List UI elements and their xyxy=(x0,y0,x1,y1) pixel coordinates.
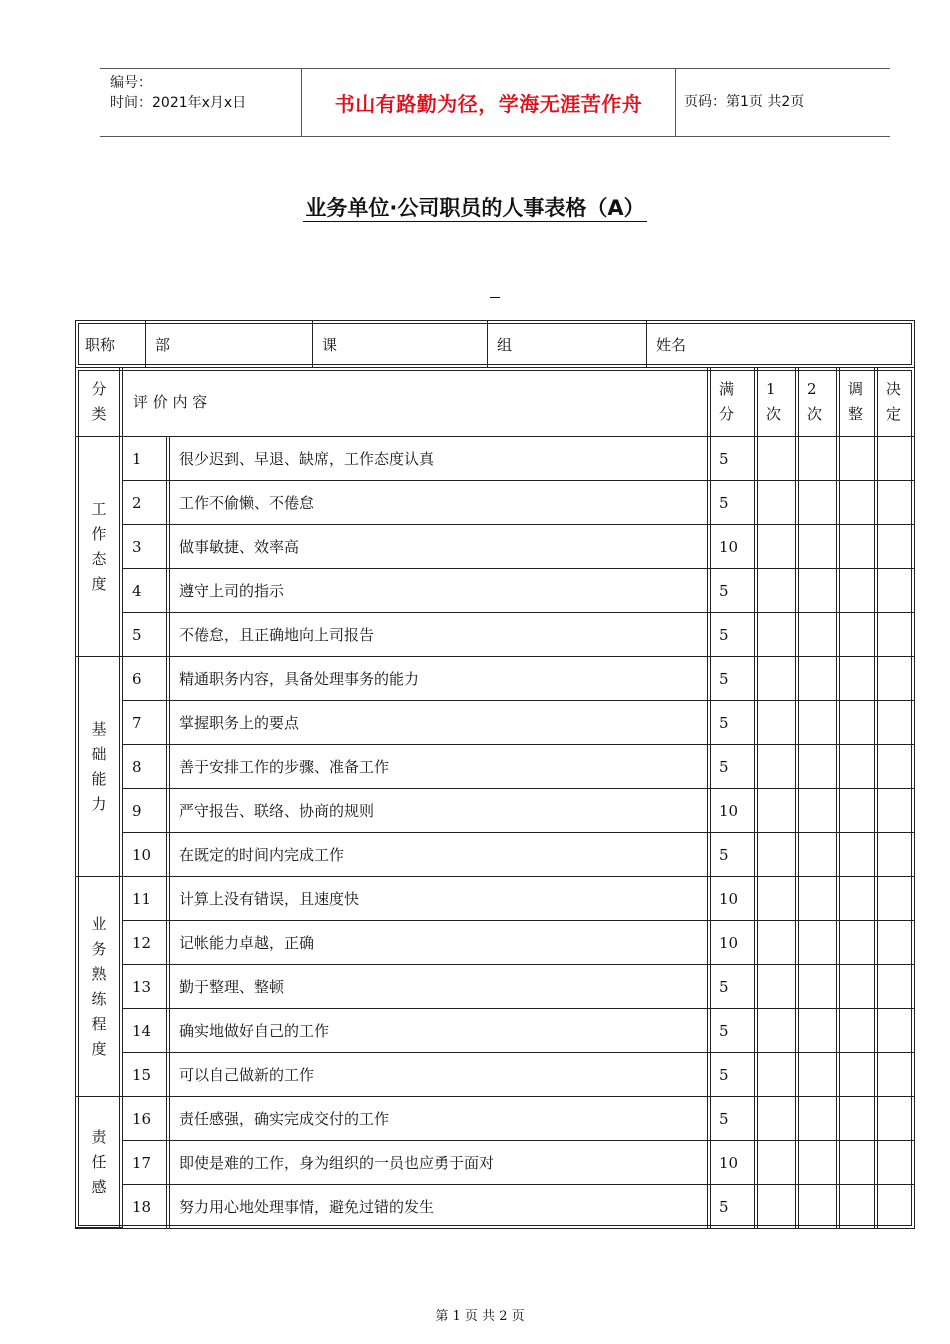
item-full-score: 10 xyxy=(711,921,758,965)
score-cell-second[interactable] xyxy=(799,965,840,1009)
table-row xyxy=(76,877,914,921)
item-number: 7 xyxy=(123,701,170,745)
info-cell-group[interactable]: 组 xyxy=(488,321,647,367)
score-cell-second[interactable] xyxy=(799,1097,840,1141)
item-number: 16 xyxy=(123,1097,170,1141)
score-cell-second[interactable] xyxy=(799,789,840,833)
item-number: 9 xyxy=(123,789,170,833)
vertical-label: 业 务 熟 练 程 度 xyxy=(91,914,107,1058)
item-full-score: 10 xyxy=(711,789,758,833)
table-row xyxy=(76,525,914,569)
table-row xyxy=(76,745,914,789)
item-number: 11 xyxy=(123,877,170,921)
score-cell-adjust[interactable] xyxy=(840,1185,878,1228)
score-cell-second[interactable] xyxy=(799,1009,840,1053)
item-full-score: 5 xyxy=(711,965,758,1009)
score-cell-adjust[interactable] xyxy=(840,481,878,525)
header-category xyxy=(76,368,123,437)
score-cell-first[interactable] xyxy=(758,965,799,1009)
item-full-score: 5 xyxy=(711,613,758,657)
score-cell-adjust[interactable] xyxy=(840,965,878,1009)
score-cell-adjust[interactable] xyxy=(840,921,878,965)
item-text: 善于安排工作的步骤、准备工作 xyxy=(170,745,711,789)
score-cell-adjust[interactable] xyxy=(840,613,878,657)
code-label: 编号： xyxy=(110,75,152,91)
score-cell-first[interactable] xyxy=(758,833,799,877)
item-full-score: 5 xyxy=(711,833,758,877)
score-cell-decide[interactable] xyxy=(878,833,914,877)
item-number: 2 xyxy=(123,481,170,525)
score-cell-first[interactable] xyxy=(758,613,799,657)
info-row xyxy=(76,321,914,367)
item-text: 勤于整理、整顿 xyxy=(170,965,711,1009)
header-motto: 书山有路勤为径，学海无涯苦作舟 xyxy=(334,92,643,116)
score-cell-first[interactable] xyxy=(758,921,799,965)
item-text: 做事敏捷、效率高 xyxy=(170,525,711,569)
item-full-score: 5 xyxy=(711,437,758,481)
score-cell-second[interactable] xyxy=(799,1185,840,1228)
item-full-score: 5 xyxy=(711,1097,758,1141)
item-text: 严守报告、联络、协商的规则 xyxy=(170,789,711,833)
score-cell-second[interactable] xyxy=(799,525,840,569)
score-cell-adjust[interactable] xyxy=(840,833,878,877)
item-full-score: 10 xyxy=(711,1141,758,1185)
item-text: 不倦怠，且正确地向上司报告 xyxy=(170,613,711,657)
score-cell-adjust[interactable] xyxy=(840,789,878,833)
item-number: 17 xyxy=(123,1141,170,1185)
header-adjust xyxy=(840,368,878,437)
score-cell-first[interactable] xyxy=(758,745,799,789)
table-row xyxy=(76,437,914,481)
item-number: 6 xyxy=(123,657,170,701)
score-cell-first[interactable] xyxy=(758,789,799,833)
score-cell-second[interactable] xyxy=(799,1053,840,1097)
item-number: 3 xyxy=(123,525,170,569)
table-row xyxy=(76,833,914,877)
score-cell-first[interactable] xyxy=(758,1009,799,1053)
table-row xyxy=(76,1097,914,1141)
vertical-label: 基 础 能 力 xyxy=(91,719,107,813)
header-first xyxy=(758,368,799,437)
score-cell-adjust[interactable] xyxy=(840,1141,878,1185)
score-cell-first[interactable] xyxy=(758,1053,799,1097)
item-full-score: 5 xyxy=(711,657,758,701)
score-cell-second[interactable] xyxy=(799,613,840,657)
document-header xyxy=(100,68,890,137)
score-cell-second[interactable] xyxy=(799,745,840,789)
category-cell xyxy=(76,877,123,1097)
item-text: 可以自己做新的工作 xyxy=(170,1053,711,1097)
score-cell-first[interactable] xyxy=(758,657,799,701)
header-full-score xyxy=(711,368,758,437)
score-cell-decide[interactable] xyxy=(878,965,914,1009)
vertical-label: 2 次 xyxy=(807,380,823,423)
item-text: 责任感强，确实完成交付的工作 xyxy=(170,1097,711,1141)
item-full-score: 5 xyxy=(711,1053,758,1097)
score-cell-first[interactable] xyxy=(758,437,799,481)
table-row xyxy=(76,789,914,833)
vertical-label: 责 任 感 xyxy=(91,1127,107,1196)
score-cell-decide[interactable] xyxy=(878,789,914,833)
score-cell-adjust[interactable] xyxy=(840,569,878,613)
score-cell-second[interactable] xyxy=(799,701,840,745)
score-cell-second[interactable] xyxy=(799,657,840,701)
category-cell xyxy=(76,1097,123,1228)
score-cell-first[interactable] xyxy=(758,481,799,525)
score-cell-decide[interactable] xyxy=(878,569,914,613)
table-row xyxy=(76,613,914,657)
item-full-score: 10 xyxy=(711,525,758,569)
header-meta xyxy=(110,73,246,113)
item-full-score: 5 xyxy=(711,1185,758,1228)
item-text: 掌握职务上的要点 xyxy=(170,701,711,745)
score-cell-decide[interactable] xyxy=(878,613,914,657)
item-number: 13 xyxy=(123,965,170,1009)
item-full-score: 5 xyxy=(711,481,758,525)
item-text: 很少迟到、早退、缺席，工作态度认真 xyxy=(170,437,711,481)
score-cell-decide[interactable] xyxy=(878,1185,914,1228)
score-cell-second[interactable] xyxy=(799,921,840,965)
vertical-label: 工 作 态 度 xyxy=(91,499,107,593)
score-cell-adjust[interactable] xyxy=(840,657,878,701)
table-row xyxy=(76,1185,914,1228)
score-cell-first[interactable] xyxy=(758,1185,799,1228)
table-row xyxy=(76,657,914,701)
score-cell-second[interactable] xyxy=(799,481,840,525)
vertical-label: 决 定 xyxy=(886,380,902,423)
score-cell-first[interactable] xyxy=(758,569,799,613)
item-number: 5 xyxy=(123,613,170,657)
category-cell xyxy=(76,437,123,657)
header-content: 评 价 内 容 xyxy=(123,368,711,437)
item-full-score: 5 xyxy=(711,569,758,613)
score-cell-decide[interactable] xyxy=(878,1009,914,1053)
score-cell-adjust[interactable] xyxy=(840,1097,878,1141)
score-cell-first[interactable] xyxy=(758,1097,799,1141)
evaluation-table xyxy=(75,367,915,1229)
header-second xyxy=(799,368,840,437)
score-cell-decide[interactable] xyxy=(878,877,914,921)
item-number: 14 xyxy=(123,1009,170,1053)
table-row xyxy=(76,965,914,1009)
score-cell-adjust[interactable] xyxy=(840,525,878,569)
item-number: 4 xyxy=(123,569,170,613)
item-text: 工作不偷懒、不倦怠 xyxy=(170,481,711,525)
item-text: 记帐能力卓越，正确 xyxy=(170,921,711,965)
item-full-score: 5 xyxy=(711,1009,758,1053)
table-row xyxy=(76,1053,914,1097)
score-cell-adjust[interactable] xyxy=(840,877,878,921)
score-cell-second[interactable] xyxy=(799,437,840,481)
score-cell-second[interactable] xyxy=(799,877,840,921)
score-cell-adjust[interactable] xyxy=(840,1053,878,1097)
score-cell-decide[interactable] xyxy=(878,525,914,569)
item-text: 计算上没有错误，且速度快 xyxy=(170,877,711,921)
item-number: 8 xyxy=(123,745,170,789)
score-cell-adjust[interactable] xyxy=(840,1009,878,1053)
divider-dash xyxy=(490,297,500,298)
score-cell-first[interactable] xyxy=(758,1141,799,1185)
table-row xyxy=(76,569,914,613)
vertical-label: 1 次 xyxy=(766,380,782,423)
score-cell-decide[interactable] xyxy=(878,701,914,745)
time-label: 时间：2021年x月x日 xyxy=(110,95,247,111)
item-number: 15 xyxy=(123,1053,170,1097)
score-cell-decide[interactable] xyxy=(878,657,914,701)
item-text: 努力用心地处理事情，避免过错的发生 xyxy=(170,1185,711,1228)
item-number: 10 xyxy=(123,833,170,877)
table-row xyxy=(76,481,914,525)
info-cell-section[interactable]: 课 xyxy=(313,321,488,367)
score-cell-decide[interactable] xyxy=(878,745,914,789)
score-cell-adjust[interactable] xyxy=(840,437,878,481)
vertical-label: 调 整 xyxy=(848,380,864,423)
score-cell-decide[interactable] xyxy=(878,1097,914,1141)
header-page-info: 页码：第1页 共2页 xyxy=(684,94,805,110)
score-cell-decide[interactable] xyxy=(878,481,914,525)
score-cell-decide[interactable] xyxy=(878,437,914,481)
header-decide xyxy=(878,368,914,437)
table-row xyxy=(76,1141,914,1185)
item-text: 即使是难的工作，身为组织的一员也应勇于面对 xyxy=(170,1141,711,1185)
score-cell-decide[interactable] xyxy=(878,921,914,965)
table-row xyxy=(76,701,914,745)
item-full-score: 5 xyxy=(711,745,758,789)
info-cell-name[interactable]: 姓名 xyxy=(656,335,687,354)
table-row xyxy=(76,1009,914,1053)
info-cell-department[interactable]: 部 xyxy=(146,321,313,367)
header-divider xyxy=(675,69,676,136)
score-cell-first[interactable] xyxy=(758,701,799,745)
page-footer: 第 1 页 共 2 页 xyxy=(435,1309,525,1324)
score-cell-second[interactable] xyxy=(799,569,840,613)
form-title xyxy=(0,192,950,222)
item-text: 精通职务内容，具备处理事务的能力 xyxy=(170,657,711,701)
info-table xyxy=(75,320,915,368)
score-cell-decide[interactable] xyxy=(878,1141,914,1185)
item-number: 12 xyxy=(123,921,170,965)
item-text: 确实地做好自己的工作 xyxy=(170,1009,711,1053)
score-cell-second[interactable] xyxy=(799,833,840,877)
item-number: 18 xyxy=(123,1185,170,1228)
item-full-score: 5 xyxy=(711,701,758,745)
info-cell-title[interactable]: 职称 xyxy=(76,321,146,367)
score-cell-second[interactable] xyxy=(799,1141,840,1185)
vertical-label: 满 分 xyxy=(719,380,735,423)
form-title-text: 业务单位·公司职员的人事表格（A） xyxy=(305,196,645,220)
score-cell-first[interactable] xyxy=(758,877,799,921)
category-cell xyxy=(76,657,123,877)
table-header-row xyxy=(76,368,914,437)
score-cell-first[interactable] xyxy=(758,525,799,569)
item-full-score: 10 xyxy=(711,877,758,921)
table-row xyxy=(76,921,914,965)
score-cell-adjust[interactable] xyxy=(840,745,878,789)
item-text: 遵守上司的指示 xyxy=(170,569,711,613)
item-number: 1 xyxy=(123,437,170,481)
score-cell-adjust[interactable] xyxy=(840,701,878,745)
vertical-label: 分 类 xyxy=(91,380,107,423)
score-cell-decide[interactable] xyxy=(878,1053,914,1097)
item-text: 在既定的时间内完成工作 xyxy=(170,833,711,877)
